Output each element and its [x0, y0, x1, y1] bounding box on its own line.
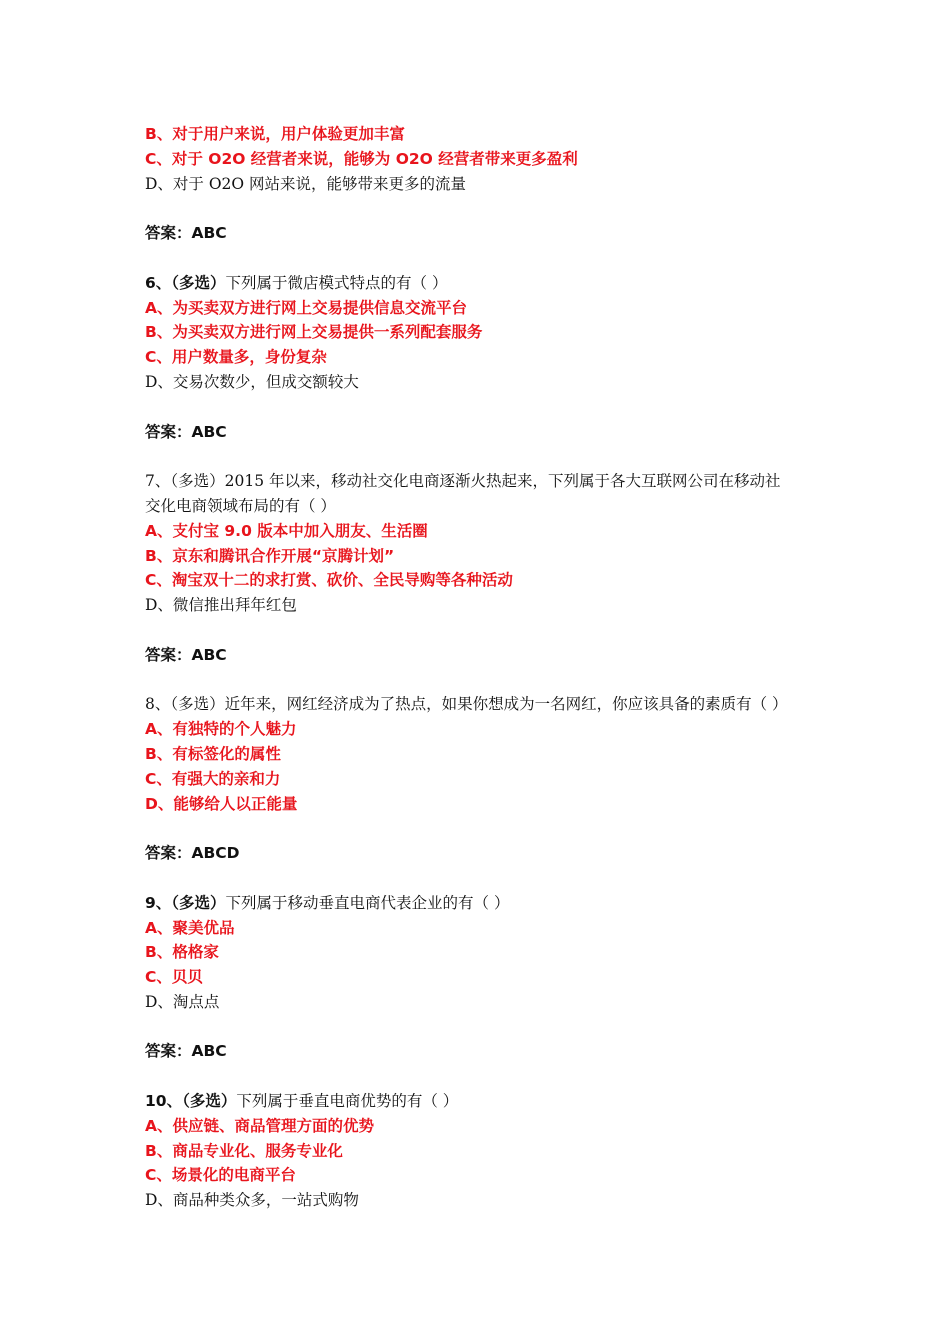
spacer: [145, 1064, 815, 1089]
spacer: [145, 196, 815, 221]
option-7-b: B、京东和腾讯合作开展“京腾计划”: [145, 546, 395, 565]
option-6-d: D、交易次数少，但成交额较大: [145, 372, 359, 391]
spacer: [145, 668, 815, 693]
option-6-b: B、为买卖双方进行网上交易提供一系列配套服务: [145, 323, 483, 342]
question-6-stem: [145, 271, 815, 296]
question-6-text: 下列属于微店模式特点的有（ ）: [225, 273, 448, 292]
option-10-b: B、商品专业化、服务专业化: [145, 1141, 343, 1160]
question-9-number: 9、（多选）: [145, 893, 226, 912]
spacer: [145, 246, 815, 271]
option-9-d: D、淘点点: [145, 992, 220, 1011]
question-6: [145, 271, 815, 445]
option-10-d: D、商品种类众多，一站式购物: [145, 1191, 359, 1210]
spacer: [145, 1015, 815, 1040]
option-6-c: C、用户数量多，身份复杂: [145, 348, 327, 367]
document-page: [145, 122, 815, 1213]
option-8-d: D、能够给人以正能量: [145, 794, 298, 813]
spacer: [145, 618, 815, 643]
answer-8: 答案：ABCD: [145, 844, 240, 863]
option-5-c: C、对于 O2O 经营者来说，能够为 O2O 经营者带来更多盈利: [145, 149, 578, 168]
option-7-d: D、微信推出拜年红包: [145, 596, 297, 615]
option-5-b: B、对于用户来说，用户体验更加丰富: [145, 125, 405, 143]
option-9-b: B、格格家: [145, 943, 219, 962]
spacer: [145, 866, 815, 891]
question-7-stem-line-2: 交化电商领域布局的有（ ）: [145, 496, 336, 515]
spacer: [145, 816, 815, 841]
option-7-c: C、淘宝双十二的求打赏、砍价、全民导购等各种活动: [145, 571, 513, 590]
question-9: [145, 891, 815, 1065]
question-8-stem: 8、（多选）近年来，网红经济成为了热点，如果你想成为一名网红，你应该具备的素质有（ ）: [145, 695, 788, 714]
option-6-a: A、为买卖双方进行网上交易提供信息交流平台: [145, 298, 467, 317]
spacer: [145, 395, 815, 420]
question-7-stem-line-1: 7、（多选）2015 年以来，移动社交化电商逐渐火热起来，下列属于各大互联网公司在移动社: [145, 472, 781, 491]
question-10-stem: [145, 1089, 815, 1114]
option-10-a: A、供应链、商品管理方面的优势: [145, 1116, 374, 1135]
option-7-a: A、支付宝 9.0 版本中加入朋友、生活圈: [145, 521, 428, 540]
option-8-b: B、有标签化的属性: [145, 744, 281, 763]
option-5-d: D、对于 O2O 网站来说，能够带来更多的流量: [145, 174, 467, 193]
option-8-a: A、有独特的个人魅力: [145, 720, 297, 739]
answer-6: 答案：ABC: [145, 422, 227, 441]
spacer: [145, 444, 815, 469]
question-9-stem: [145, 891, 815, 916]
option-9-a: A、聚美优品: [145, 918, 235, 937]
answer-7: 答案：ABC: [145, 645, 227, 664]
option-8-c: C、有强大的亲和力: [145, 769, 281, 788]
question-8: [145, 692, 815, 866]
question-6-number: 6、（多选）: [145, 273, 226, 292]
question-9-text: 下列属于移动垂直电商代表企业的有（ ）: [225, 893, 510, 912]
question-10-number: 10、（多选）: [145, 1092, 237, 1111]
question-10-text: 下列属于垂直电商优势的有（ ）: [236, 1092, 459, 1111]
question-10: [145, 1089, 815, 1213]
option-10-c: C、场景化的电商平台: [145, 1166, 296, 1185]
option-9-c: C、贝贝: [145, 968, 203, 987]
answer-5: 答案：ABC: [145, 224, 227, 243]
answer-9: 答案：ABC: [145, 1042, 227, 1061]
question-7: [145, 469, 815, 667]
question-5: [145, 122, 815, 246]
